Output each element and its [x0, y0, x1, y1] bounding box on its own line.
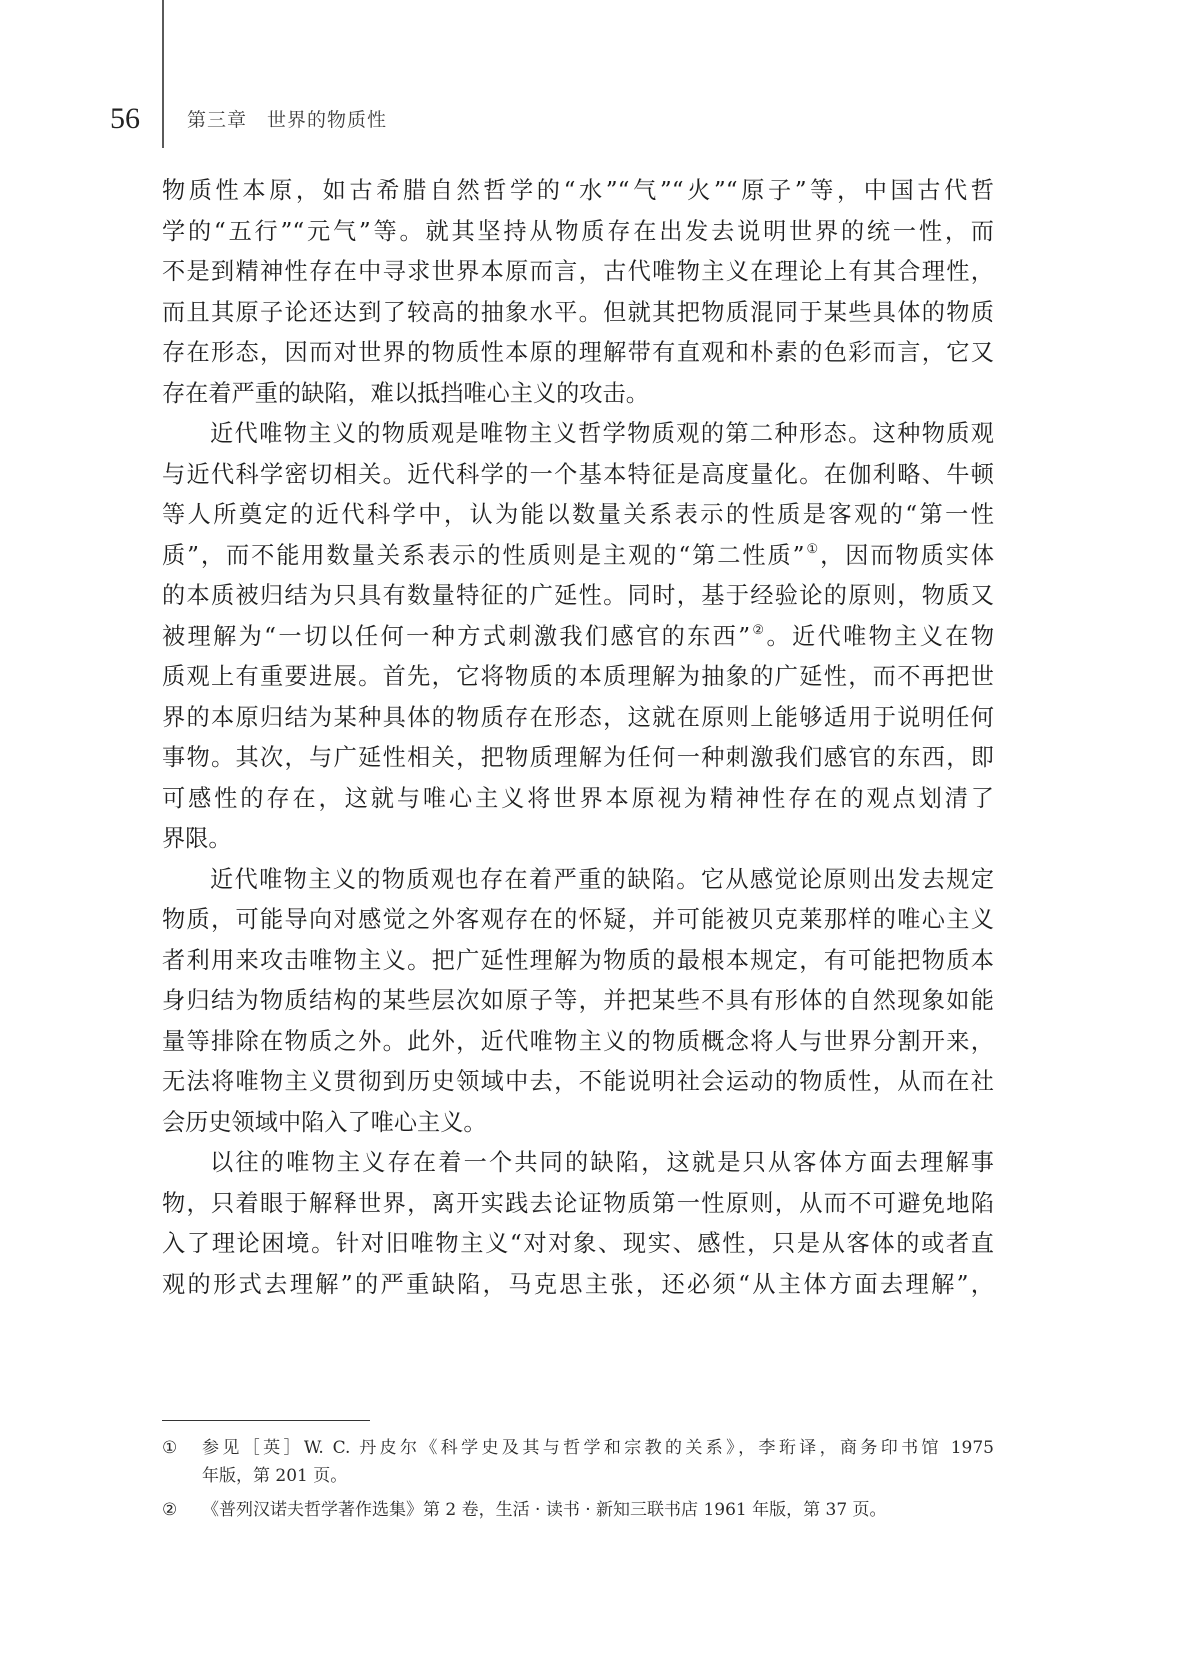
running-head: 第三章 世界的物质性 [187, 109, 388, 131]
text-segment: 。近代唯物主义在物 [766, 622, 995, 650]
paragraph-1 [162, 171, 994, 414]
text-line: 物质，可能导向对感觉之外客观存在的怀疑，并可能被贝克莱那样的唯心主义 [162, 906, 994, 933]
page-number: 56 [110, 102, 140, 135]
text-segment: 被理解为“一切以任何一种方式刺激我们感官的东西” [162, 622, 751, 650]
text-line: 无法将唯物主义贯彻到历史领域中去，不能说明社会运动的物质性，从而在社 [162, 1068, 994, 1095]
footnote-2 [162, 1496, 994, 1524]
text-line: 不是到精神性存在中寻求世界本原而言，古代唯物主义在理论上有其合理性， [162, 258, 994, 285]
text-line: 观的形式去理解”的严重缺陷，马克思主张，还必须“从主体方面去理解”， [162, 1270, 994, 1298]
text-segment: 质”，而不能用数量关系表示的性质则是主观的“第二性质” [162, 541, 805, 569]
footnote-1 [162, 1434, 994, 1490]
text-line: 物，只着眼于解释世界，离开实践去论证物质第一性原则，从而不可避免地陷 [162, 1189, 994, 1217]
text-line: 等人所奠定的近代科学中，认为能以数量关系表示的性质是客观的“第一性 [162, 501, 994, 528]
text-line: 会历史领域中陷入了唯心主义。 [162, 1108, 487, 1136]
text-line: 可感性的存在，这就与唯心主义将世界本原视为精神性存在的观点划清了 [162, 784, 994, 812]
footnote-line: 《普列汉诺夫哲学著作选集》第 2 卷，生活 · 读书 · 新知三联书店 1961 年版，第 37 页。 [202, 1500, 887, 1520]
text-line: 存在着严重的缺陷，难以抵挡唯心主义的攻击。 [162, 379, 649, 407]
footnote-ref-2[interactable]: ② [750, 622, 767, 638]
footnote-line: 参见［英］W. C. 丹皮尔《科学史及其与哲学和宗教的关系》，李珩译，商务印书馆 1975 [202, 1438, 994, 1458]
paragraph-3 [162, 860, 994, 1144]
paragraph-2 [162, 414, 994, 860]
footnote-line: 年版，第 201 页。 [202, 1466, 348, 1486]
text-line: 事物。其次，与广延性相关，把物质理解为任何一种刺激我们感官的东西，即 [162, 744, 994, 771]
footnotes [162, 1434, 994, 1524]
footnote-mark: ② [162, 1500, 178, 1520]
text-line: 者利用来攻击唯物主义。把广延性理解为物质的最根本规定，有可能把物质本 [162, 946, 994, 974]
text-line-with-footnote [162, 617, 994, 658]
footnote-separator [162, 1420, 370, 1421]
footnote-ref-1[interactable]: ① [804, 541, 821, 557]
header-vertical-rule [162, 0, 164, 148]
paragraph-4 [162, 1143, 994, 1305]
text-line: 存在形态，因而对世界的物质性本原的理解带有直观和朴素的色彩而言，它又 [162, 339, 994, 366]
text-line: 而且其原子论还达到了较高的抽象水平。但就其把物质混同于某些具体的物质 [162, 298, 994, 326]
text-line: 与近代科学密切相关。近代科学的一个基本特征是高度量化。在伽利略、牛顿 [162, 460, 994, 488]
footnote-mark: ① [162, 1438, 178, 1458]
text-line: 的本质被归结为只具有数量特征的广延性。同时，基于经验论的原则，物质又 [162, 582, 994, 609]
text-line: 质观上有重要进展。首先，它将物质的本质理解为抽象的广延性，而不再把世 [162, 663, 994, 690]
text-segment: ，因而物质实体 [820, 541, 995, 569]
text-line: 量等排除在物质之外。此外，近代唯物主义的物质概念将人与世界分割开来， [162, 1027, 994, 1055]
text-line: 以往的唯物主义存在着一个共同的缺陷，这就是只从客体方面去理解事 [210, 1149, 994, 1176]
text-line: 近代唯物主义的物质观也存在着严重的缺陷。它从感觉论原则出发去规定 [210, 865, 994, 893]
text-line: 身归结为物质结构的某些层次如原子等，并把某些不具有形体的自然现象如能 [162, 987, 994, 1014]
body-text [162, 171, 994, 1305]
text-line: 界限。 [162, 825, 232, 852]
text-line: 界的本原归结为某种具体的物质存在形态，这就在原则上能够适用于说明任何 [162, 703, 994, 731]
text-line: 入了理论困境。针对旧唯物主义“对对象、现实、感性，只是从客体的或者直 [162, 1230, 994, 1257]
text-line: 近代唯物主义的物质观是唯物主义哲学物质观的第二种形态。这种物质观 [210, 420, 994, 447]
text-line: 学的“五行”“元气”等。就其坚持从物质存在出发去说明世界的统一性，而 [162, 217, 994, 245]
text-line: 物质性本原，如古希腊自然哲学的“水”“气”“火”“原子”等，中国古代哲 [162, 177, 994, 204]
text-line-with-footnote [162, 536, 994, 577]
